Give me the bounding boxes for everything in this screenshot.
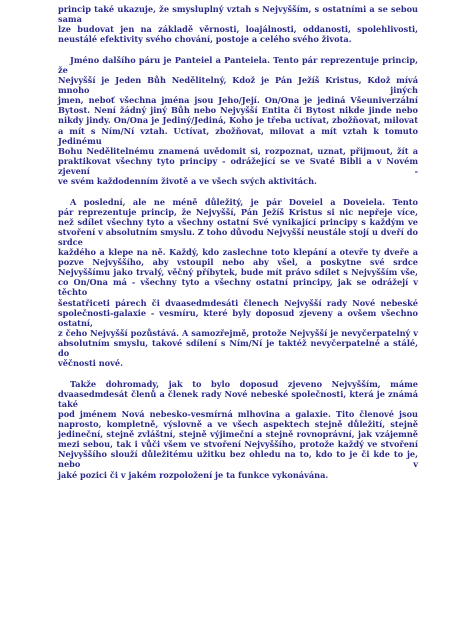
paragraph-line: než sdílet všechny tyto a všechny ostatní Své vynikající principy s každým ve	[58, 216, 418, 227]
paragraph-line: pozve Nejvyššího, aby vstoupil nebo aby všel, a poskytne své srdce	[58, 257, 418, 268]
paragraph	[58, 379, 418, 480]
paragraph-line: Jméno dalšího páru je Panteiel a Panteiela. Tento pár reprezentuje princip, že	[58, 54, 418, 75]
paragraph-line: naprosto, kompletně, výslovně a ve všech aspektech stejně důležití, stejně	[58, 419, 418, 430]
paragraph-line: absolutním smyslu, takové sdílení s Ním/Ní je taktéž nevyčerpatelné a stálé, do	[58, 337, 418, 358]
paragraph-line: lze budovat jen na základě věrnosti, loajálnosti, oddanosti, spolehlivosti,	[58, 24, 418, 35]
paragraph-line: jedineční, stejně zvláštní, stejně výjimeční a stejně rovnoprávní, jak vzájemně	[58, 429, 418, 440]
paragraph-line: princip také ukazuje, že smysluplný vztah s Nejvyšším, s ostatními a se sebou sama	[58, 4, 418, 25]
paragraph-line: Nejvyšší je Jeden Bůh Nedělitelný, Kdož je Pán Ježíš Kristus, Kdož mívá mnoho jiných	[58, 75, 418, 96]
paragraph-line: ve svém každodenním životě a ve všech svých aktivitách.	[58, 176, 317, 186]
paragraph-line: jmen, neboť všechna jména jsou Jeho/Její. On/Ona je jediná Všeuniverzální	[58, 95, 418, 106]
paragraph-line: Nejvyššímu jako trvalý, věčný příbytek, bude mít právo sdílet s Nejvyšším vše,	[58, 267, 418, 278]
paragraph	[58, 55, 418, 186]
paragraph-line: co On/Ona má - všechny tyto a všechny ostatní principy, jak se odrážejí v těchto	[58, 277, 418, 298]
paragraph-line: každého a klepe na ně. Každý, kdo zaslechne toto klepání a otevře ty dveře a	[58, 247, 418, 258]
paragraph-line: společnosti-galaxie - vesmíru, které byly doposud zjeveny a ovšem všechno ostatní,	[58, 307, 418, 328]
paragraph-line: praktikovat všechny tyto principy - odrážející se ve Svaté Bibli a v Novém zjevení -	[58, 155, 418, 176]
paragraph-line: věčnosti nové.	[58, 358, 123, 369]
paragraph-line: pod jménem Nová nebesko-vesmírná mlhovina a galaxie. Tito členové jsou	[58, 408, 418, 419]
paragraph-line: Bytost. Není žádný jiný Bůh nebo Nejvyšší Entita či Bytost nikde jinde nebo	[58, 105, 418, 116]
paragraph-line: Takže dohromady, jak to bylo doposud zjeveno Nejvyšším, máme	[70, 378, 418, 389]
paragraph-line: Bohu Nedělitelnému znamená uvědomit si, rozpoznat, uznat, přijmout, žít a	[58, 145, 418, 156]
paragraph	[58, 197, 418, 369]
paragraph-line: z čeho Nejvyšší pozůstává. A samozřejmě, protože Nejvyšší je nevyčerpatelný v	[58, 327, 418, 338]
paragraph	[58, 4, 418, 44]
paragraph-line: neustálé efektivity svého chování, postoje a celého svého života.	[58, 34, 352, 45]
paragraph-line: mezi sebou, tak i vůči všem ve stvoření Nejvyššího, protože každý ve stvoření	[58, 439, 418, 450]
paragraph-line: pár reprezentuje princip, že Nejvyšší, Pán Ježíš Kristus si nic nepřeje více,	[58, 206, 418, 217]
paragraph-line: Nejvyššího slouží důležitému užitku bez ohledu na to, kdo to je či kde to je, nebo v	[58, 449, 418, 470]
paragraph-line: jaké pozici či v jakém rozpoložení je ta funkce vykonávána.	[58, 469, 329, 480]
paragraph-line: šestatřiceti párech či dvaasedmdesáti členech Nejvyšší rady Nové nebeské	[58, 297, 418, 308]
paragraph-line: nikdy jindy. On/Ona je Jediný/Jediná, Koho je třeba uctívat, zbožňovat, milovat	[58, 115, 418, 126]
paragraph-line: stvoření v absolutním smyslu. Z toho důvodu Nejvyšší neustále stojí u dveří do srdce	[58, 226, 418, 247]
document-body	[58, 4, 418, 480]
paragraph-line: A poslední, ale ne méně důležitý, je pár Doveiel a Doveiela. Tento	[70, 196, 418, 207]
paragraph-line: a mít s Ním/Ní vztah. Uctívat, zbožňovat, milovat a mít vztah k tomuto Jedinému	[58, 125, 418, 146]
paragraph-line: dvaasedmdesát členů a členek rady Nové nebeské společnosti, která je známá také	[58, 388, 418, 409]
